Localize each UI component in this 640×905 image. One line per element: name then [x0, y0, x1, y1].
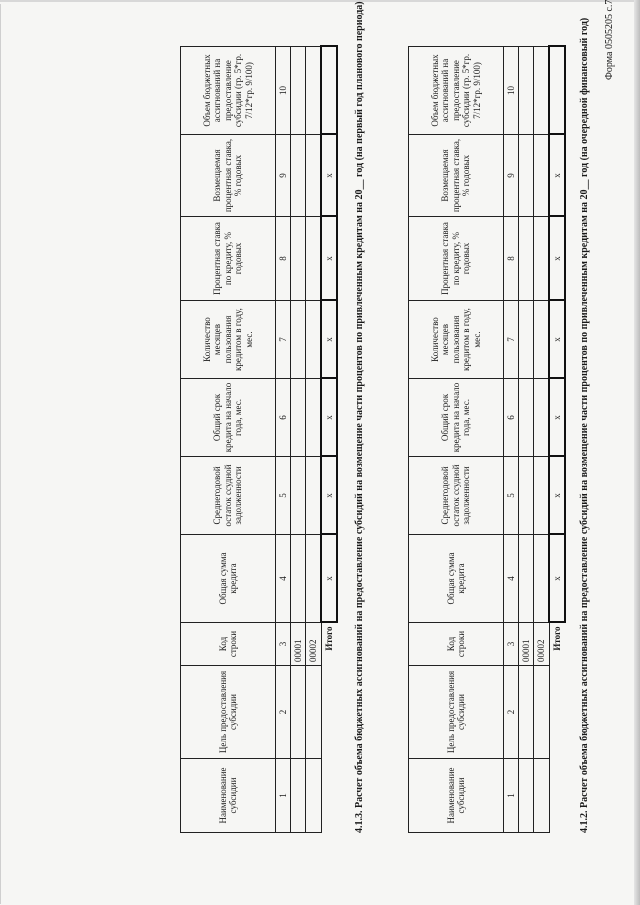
subsidy-purpose-cell — [306, 666, 322, 759]
table-row — [291, 47, 306, 833]
column-header: Процентная ставка по кредиту, % годовых — [409, 217, 504, 301]
table-cell — [534, 457, 550, 535]
table-cell — [519, 135, 534, 217]
column-header: Код строки — [409, 623, 504, 666]
section-title-4-1-3: 4.1.3. Расчет объема бюджетных ассигнований на предоставление субсидий на возмещение части процентов по привлеченным кредитам на 20__ год (на первый год планового периода) — [354, 1, 365, 833]
total-cell — [321, 47, 337, 135]
column-header: Количество месяцев пользования кредитом в году, мес. — [181, 301, 276, 379]
total-cell: x — [549, 135, 565, 217]
section-title-4-1-2: 4.1.2. Расчет объема бюджетных ассигнований на предоставление субсидий на возмещение части процентов по привлеченным кредитам на 20__ год (на очередной финансовый год) — [579, 17, 590, 833]
column-number: 7 — [276, 301, 291, 379]
table-cell — [291, 301, 306, 379]
column-number: 9 — [504, 135, 519, 217]
subsidy-name-cell — [306, 759, 322, 833]
total-cell: x — [321, 301, 337, 379]
subsidy-table-4-1-3 — [180, 46, 338, 834]
table-cell — [519, 457, 534, 535]
table-row — [519, 47, 534, 833]
table-cell — [519, 217, 534, 301]
column-number: 5 — [504, 457, 519, 535]
subsidy-purpose-cell — [291, 666, 306, 759]
header-row — [181, 47, 276, 833]
column-number: 4 — [276, 535, 291, 623]
column-header: Количество месяцев пользования кредитом в году, мес. — [409, 301, 504, 379]
column-number: 6 — [276, 379, 291, 457]
column-number: 2 — [276, 666, 291, 759]
table-cell — [306, 457, 322, 535]
column-header: Среднегодовой остаток ссудной задолженности — [409, 457, 504, 535]
subsidy-purpose-cell — [519, 666, 534, 759]
table-row — [306, 47, 322, 833]
column-number-row — [504, 47, 519, 833]
column-header: Возмещаемая процентная ставка, % годовых — [181, 135, 276, 217]
table-cell — [519, 535, 534, 623]
row-code: 00002 — [534, 623, 550, 666]
table-cell — [534, 535, 550, 623]
table-row — [534, 47, 550, 833]
column-number-row — [276, 47, 291, 833]
subsidy-name-cell — [519, 759, 534, 833]
subsidy-table-4-1-2 — [408, 46, 566, 834]
total-row — [321, 47, 337, 833]
table-cell — [306, 217, 322, 301]
column-header: Среднегодовой остаток ссудной задолженности — [181, 457, 276, 535]
column-header: Общая сумма кредита — [409, 535, 504, 623]
table-cell — [534, 47, 550, 135]
column-header: Код строки — [181, 623, 276, 666]
subsidy-purpose-cell — [534, 666, 550, 759]
total-cell: x — [321, 535, 337, 623]
table-cell — [519, 301, 534, 379]
row-code: 00001 — [519, 623, 534, 666]
column-number: 1 — [504, 759, 519, 833]
table-cell — [306, 535, 322, 623]
column-number: 4 — [504, 535, 519, 623]
column-header: Общий срок кредита на начало года, мес. — [409, 379, 504, 457]
column-header: Цель предоставления субсидии — [409, 666, 504, 759]
total-cell: x — [549, 457, 565, 535]
total-spacer — [549, 759, 565, 833]
total-cell: x — [549, 301, 565, 379]
table-cell — [306, 47, 322, 135]
column-header: Наименование субсидии — [181, 759, 276, 833]
table-cell — [306, 135, 322, 217]
column-number: 8 — [504, 217, 519, 301]
row-code: 00002 — [306, 623, 322, 666]
table-cell — [291, 217, 306, 301]
table-cell — [291, 379, 306, 457]
column-header: Объем бюджетных ассигнований на предоставление субсидии (гр. 5*гр. 7/12*гр. 9/100) — [181, 47, 276, 135]
total-cell: x — [321, 379, 337, 457]
subsidy-name-cell — [534, 759, 550, 833]
table-cell — [534, 379, 550, 457]
column-number: 10 — [504, 47, 519, 135]
form-code: Форма 0505205 с.7 — [604, 0, 615, 80]
total-label: Итого — [321, 623, 337, 759]
table-cell — [534, 135, 550, 217]
column-header: Объем бюджетных ассигнований на предоставление субсидии (гр. 5*гр. 7/12*гр. 9/100) — [409, 47, 504, 135]
total-cell — [549, 47, 565, 135]
row-code: 00001 — [291, 623, 306, 666]
column-number: 3 — [276, 623, 291, 666]
column-number: 8 — [276, 217, 291, 301]
total-label: Итого — [549, 623, 565, 759]
total-row — [549, 47, 565, 833]
total-cell: x — [321, 217, 337, 301]
column-header: Процентная ставка по кредиту, % годовых — [181, 217, 276, 301]
table-cell — [306, 379, 322, 457]
column-number: 10 — [276, 47, 291, 135]
column-header: Общая сумма кредита — [181, 535, 276, 623]
total-cell: x — [321, 135, 337, 217]
column-number: 5 — [276, 457, 291, 535]
table-cell — [291, 535, 306, 623]
table-cell — [291, 457, 306, 535]
column-number: 1 — [276, 759, 291, 833]
column-number: 7 — [504, 301, 519, 379]
header-row — [409, 47, 504, 833]
table-cell — [291, 135, 306, 217]
total-cell: x — [549, 217, 565, 301]
column-number: 9 — [276, 135, 291, 217]
column-number: 6 — [504, 379, 519, 457]
table-cell — [534, 301, 550, 379]
table-cell — [534, 217, 550, 301]
total-cell: x — [549, 379, 565, 457]
subsidy-name-cell — [291, 759, 306, 833]
column-number: 3 — [504, 623, 519, 666]
table-cell — [306, 301, 322, 379]
column-number: 2 — [504, 666, 519, 759]
table-cell — [519, 47, 534, 135]
column-header: Цель предоставления субсидии — [181, 666, 276, 759]
total-cell: x — [321, 457, 337, 535]
total-cell: x — [549, 535, 565, 623]
column-header: Возмещаемая процентная ставка, % годовых — [409, 135, 504, 217]
table-cell — [519, 379, 534, 457]
total-spacer — [321, 759, 337, 833]
column-header: Наименование субсидии — [409, 759, 504, 833]
table-cell — [291, 47, 306, 135]
column-header: Общий срок кредита на начало года, мес. — [181, 379, 276, 457]
